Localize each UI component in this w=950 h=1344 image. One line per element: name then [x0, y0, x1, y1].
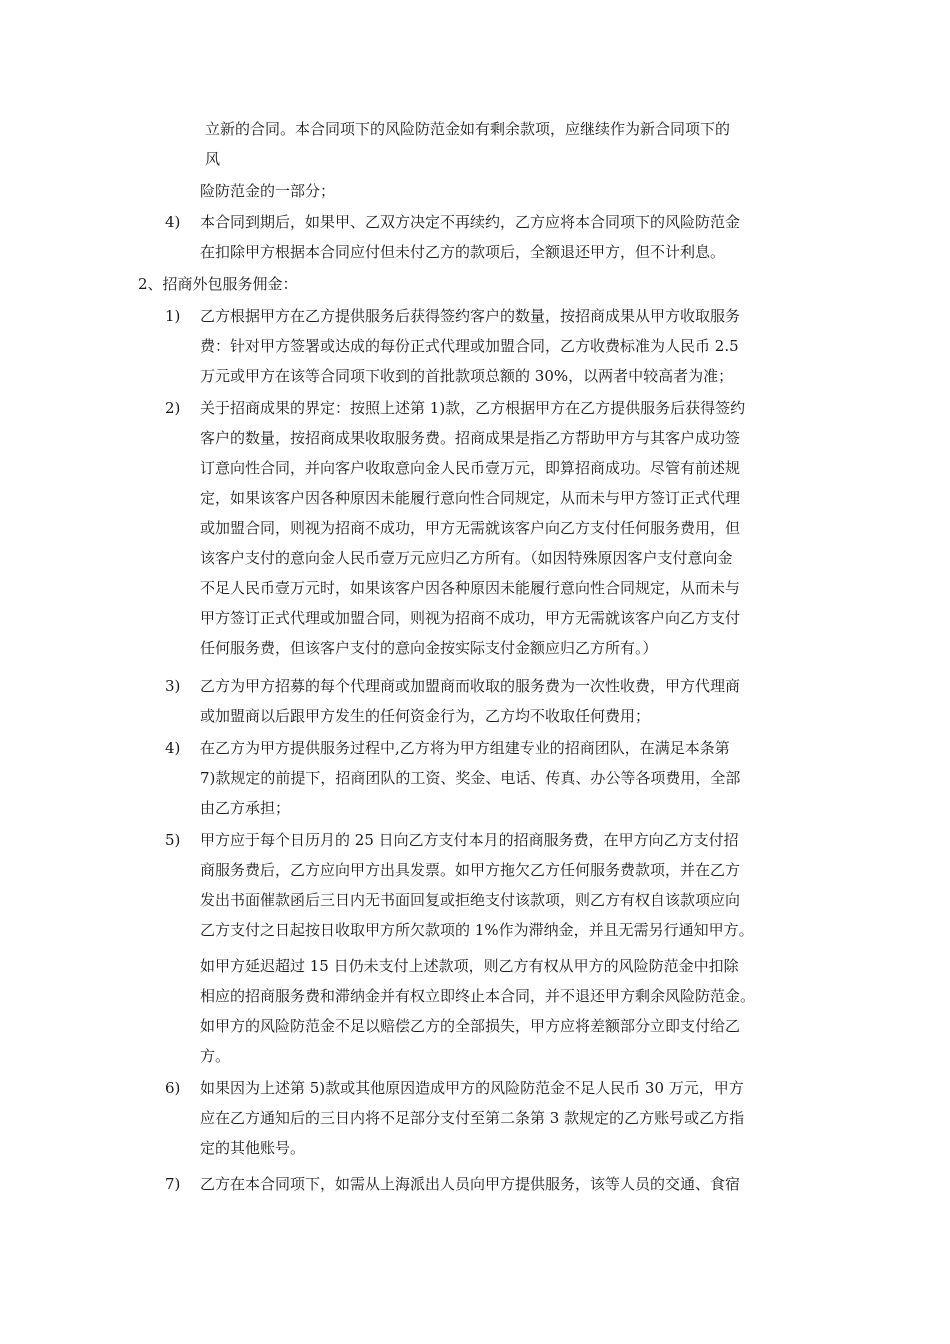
item-number: 4) — [165, 213, 181, 231]
paragraph-line: 关于招商成果的界定：按照上述第 1)款，乙方根据甲方在乙方提供服务后获得签约 — [200, 399, 746, 417]
paragraph-line: 任何服务费，但该客户支付的意向金按实际支付金额应归乙方所有。） — [200, 639, 658, 657]
paragraph-line: 乙方支付之日起按日收取甲方所欠款项的 1%作为滞纳金，并且无需另行通知甲方。 — [200, 921, 754, 939]
paragraph-line: 乙方在本合同项下，如需从上海派出人员向甲方提供服务，该等人员的交通、食宿 — [200, 1175, 741, 1193]
paragraph-line: 商服务费后，乙方应向甲方出具发票。如甲方拖欠乙方任何服务费款项，并在乙方 — [200, 861, 741, 879]
paragraph-line: 甲方应于每个日历月的 25 日向乙方支付本月的招商服务费，在甲方向乙方支付招 — [200, 831, 739, 849]
paragraph-line: 发出书面催款函后三日内无书面回复或拒绝支付该款项，则乙方有权自该款项应向 — [200, 891, 741, 909]
paragraph-line: 费：针对甲方签署或达成的每份正式代理或加盟合同，乙方收费标准为人民币 2.5 — [200, 337, 739, 355]
continued-line: 险防范金的一部分； — [200, 182, 336, 200]
paragraph-line: 订意向性合同，并向客户收取意向金人民币壹万元，即算招商成功。尽管有前述规 — [200, 459, 741, 477]
paragraph-line: 乙方根据甲方在乙方提供服务后获得签约客户的数量，按招商成果从甲方收取服务 — [200, 307, 741, 325]
section-heading: 2、招商外包服务佣金： — [138, 275, 298, 293]
item-number: 2) — [165, 399, 181, 417]
paragraph-line: 万元或甲方在该等合同项下收到的首批款项总额的 30%，以两者中较高者为准； — [200, 367, 734, 385]
paragraph-line: 如甲方延迟超过 15 日仍未支付上述款项，则乙方有权从甲方的风险防范金中扣除 — [200, 957, 739, 975]
paragraph-line: 应在乙方通知后的三日内将不足部分支付至第二条第 3 款规定的乙方账号或乙方指 — [200, 1109, 745, 1127]
item-number: 4) — [165, 739, 181, 757]
paragraph-line: 客户的数量，按招商成果收取服务费。招商成果是指乙方帮助甲方与其客户成功签 — [200, 429, 741, 447]
item-number: 3) — [165, 677, 181, 695]
paragraph-line: 在扣除甲方根据本合同应付但未付乙方的款项后，全额退还甲方，但不计利息。 — [200, 243, 726, 261]
paragraph-line: 在乙方为甲方提供服务过程中,乙方将为甲方组建专业的招商团队，在满足本条第 — [200, 739, 730, 757]
paragraph-line: 不足人民币壹万元时，如果该客户因各种原因未能履行意向性合同规定，从而未与 — [200, 579, 741, 597]
paragraph-line: 定，如果该客户因各种原因未能履行意向性合同规定，从而未与甲方签订正式代理 — [200, 489, 741, 507]
paragraph-line: 本合同到期后，如果甲、乙双方决定不再续约，乙方应将本合同项下的风险防范金 — [200, 213, 741, 231]
paragraph-line: 定的其他账号。 — [200, 1139, 306, 1157]
paragraph-line: 相应的招商服务费和滞纳金并有权立即终止本合同，并不退还甲方剩余风险防范金。 — [200, 987, 756, 1005]
paragraph-line: 方。 — [200, 1047, 231, 1065]
paragraph-line: 该客户支付的意向金人民币壹万元应归乙方所有。（如因特殊原因客户支付意向金 — [200, 549, 733, 567]
continued-line: 风 — [205, 150, 221, 168]
paragraph-line: 如果因为上述第 5)款或其他原因造成甲方的风险防范金不足人民币 30 万元，甲方 — [200, 1079, 744, 1097]
item-number: 6) — [165, 1079, 181, 1097]
item-number: 5) — [165, 831, 181, 849]
paragraph-line: 甲方签订正式代理或加盟合同，则视为招商不成功，甲方无需就该客户向乙方支付 — [200, 609, 741, 627]
paragraph-line: 乙方为甲方招募的每个代理商或加盟商而收取的服务费为一次性收费，甲方代理商 — [200, 677, 741, 695]
paragraph-line: 由乙方承担； — [200, 799, 291, 817]
paragraph-line: 7)款规定的前提下，招商团队的工资、奖金、电话、传真、办公等各项费用，全部 — [200, 769, 741, 787]
paragraph-line: 如甲方的风险防范金不足以赔偿乙方的全部损失，甲方应将差额部分立即支付给乙 — [200, 1017, 741, 1035]
continued-line: 立新的合同。本合同项下的风险防范金如有剩余款项，应继续作为新合同项下的 — [205, 120, 731, 138]
paragraph-line: 或加盟商以后跟甲方发生的任何资金行为，乙方均不收取任何费用； — [200, 707, 651, 725]
item-number: 7) — [165, 1175, 181, 1193]
item-number: 1) — [165, 307, 181, 325]
paragraph-line: 或加盟合同，则视为招商不成功，甲方无需就该客户向乙方支付任何服务费用，但 — [200, 519, 741, 537]
